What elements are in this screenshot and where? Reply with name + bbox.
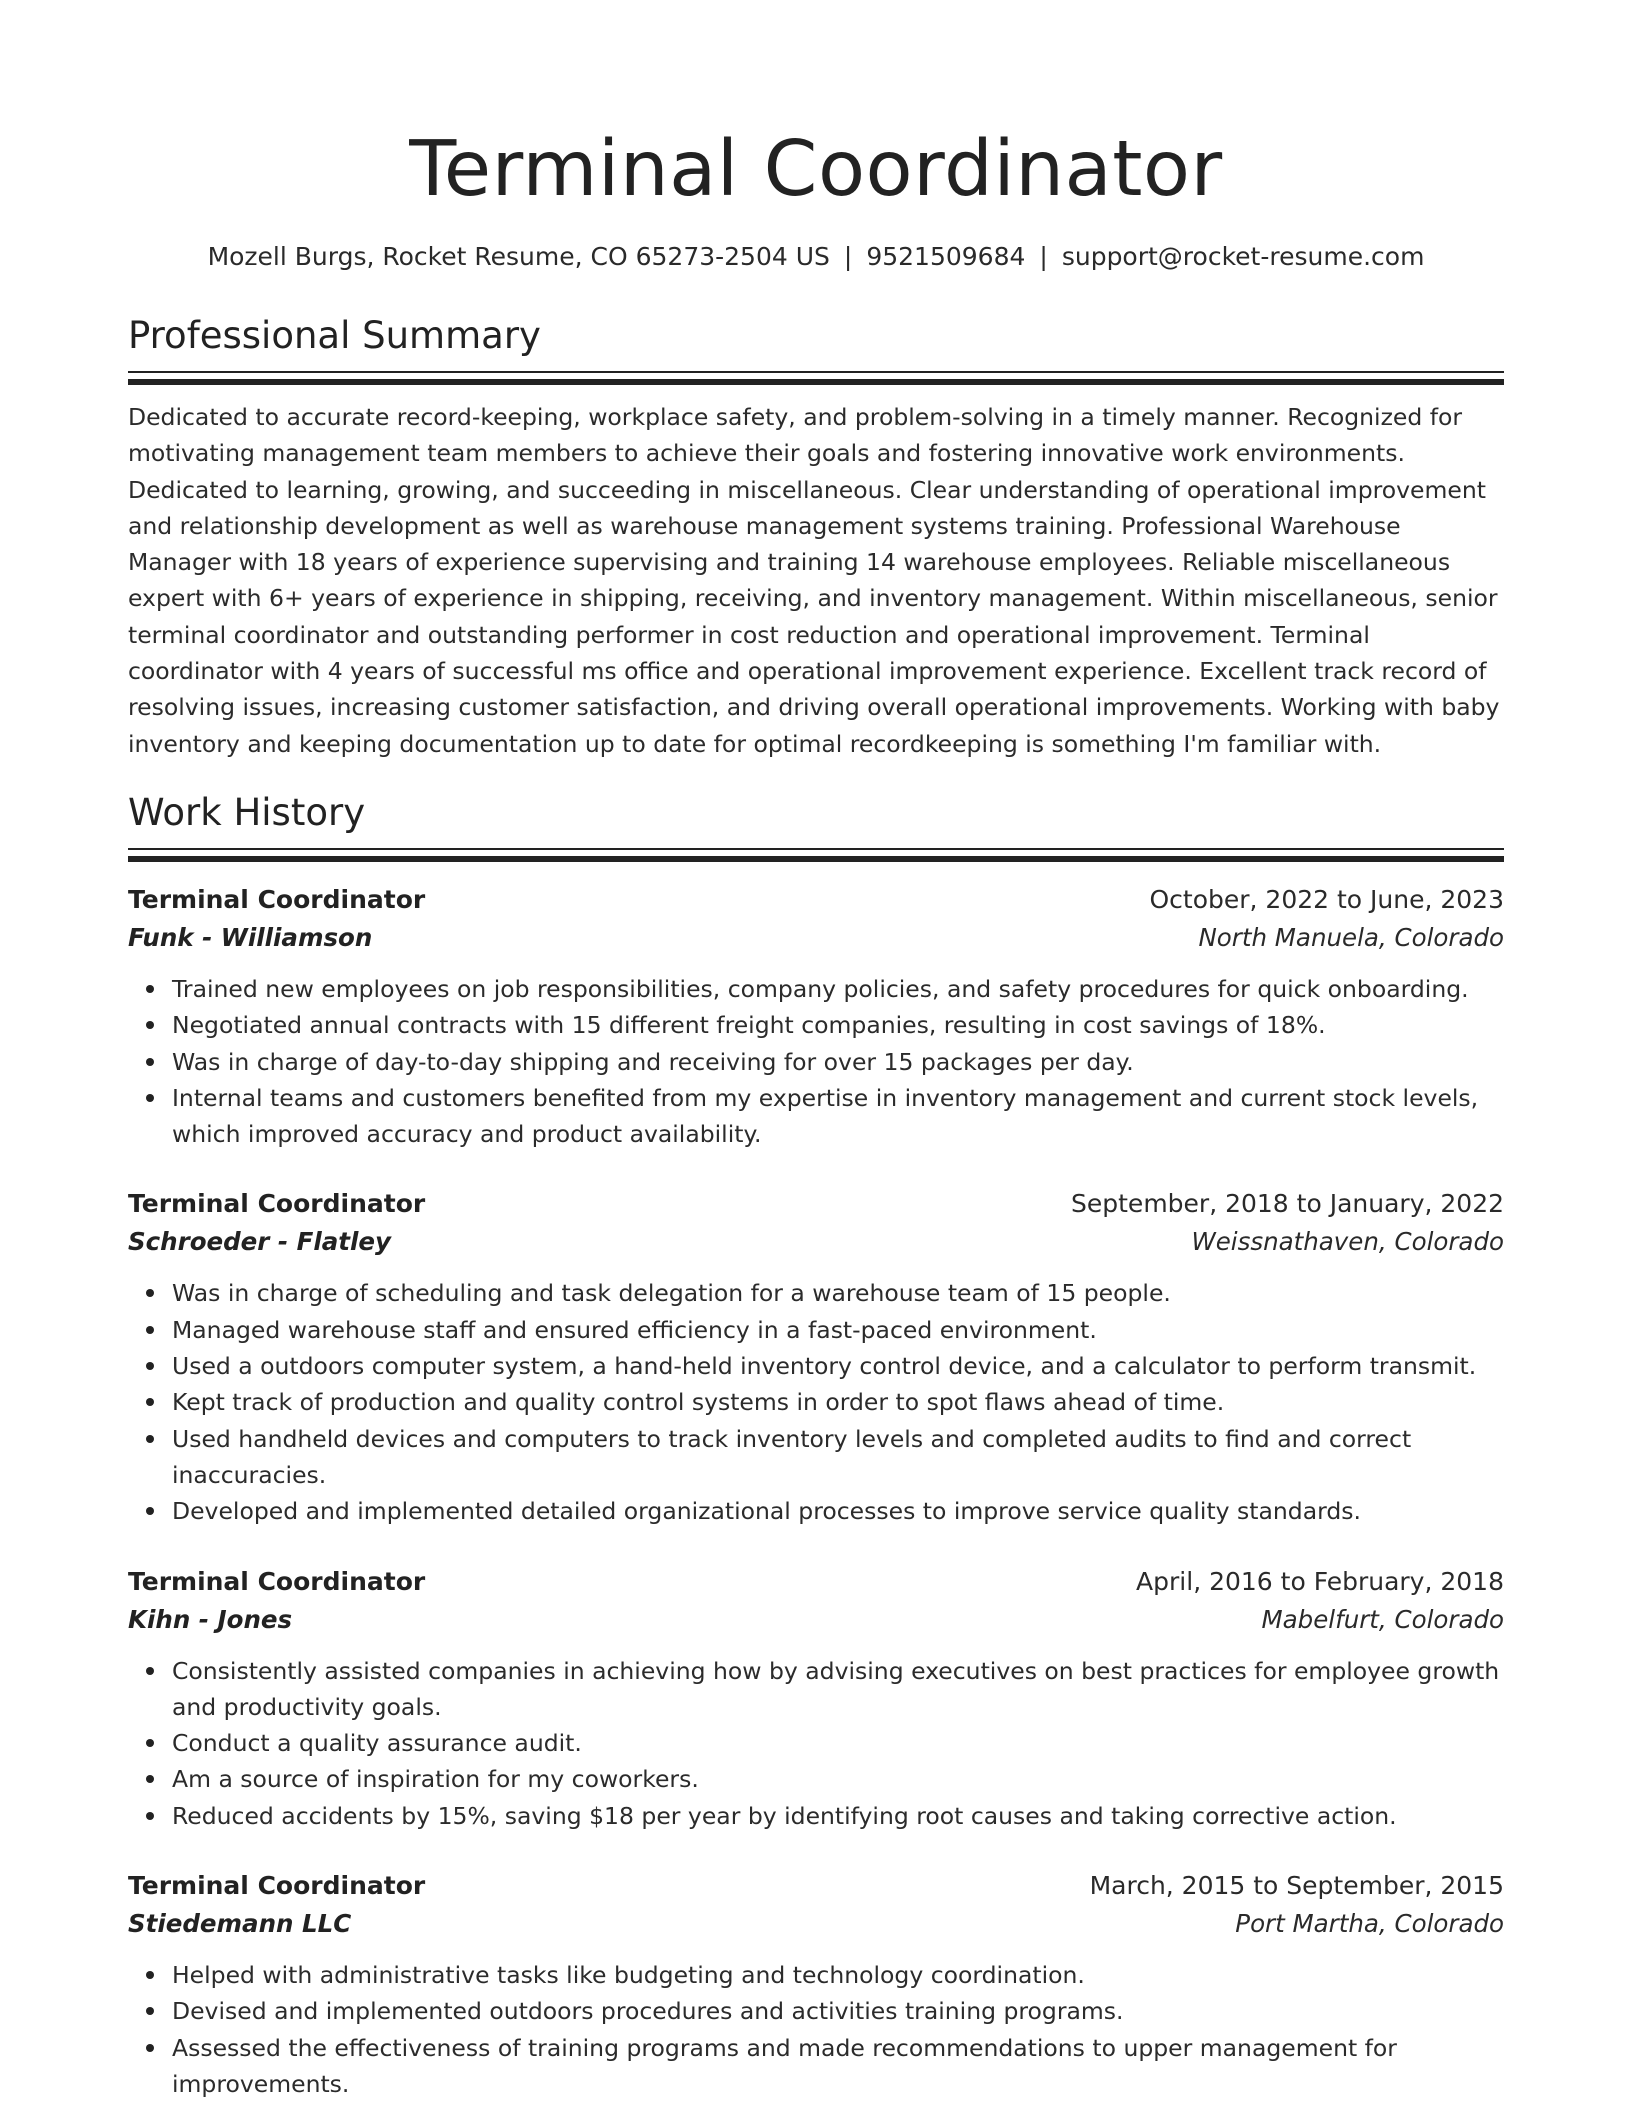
section-divider	[128, 379, 1504, 385]
job-bullet: Managed warehouse staff and ensured efficiency in a fast-paced environment.	[172, 1312, 1504, 1348]
job-bullet-list	[128, 971, 1504, 1152]
section-divider	[128, 856, 1504, 862]
job-bullet: Used a outdoors computer system, a hand-held inventory control device, and a calculator to perform transmit.	[172, 1348, 1504, 1384]
job-company-row	[128, 1905, 1504, 1943]
job-entry	[128, 881, 1504, 1152]
job-bullet-list	[128, 1653, 1504, 1834]
job-bullet: Am a source of inspiration for my coworkers.	[172, 1761, 1504, 1797]
job-bullet: Was in charge of day-to-day shipping and receiving for over 15 packages per day.	[172, 1044, 1504, 1080]
job-bullet: Used handheld devices and computers to track inventory levels and completed audits to find and correct inaccuracies.	[172, 1421, 1504, 1494]
job-title: Terminal Coordinator	[128, 1871, 426, 1901]
job-company-row	[128, 1223, 1504, 1261]
section-divider	[128, 848, 1504, 850]
job-title: Terminal Coordinator	[128, 1189, 426, 1219]
section-title-summary: Professional Summary	[128, 314, 541, 357]
contact-address: Mozell Burgs, Rocket Resume, CO 65273-2504 US	[207, 242, 830, 271]
job-bullet: Trained new employees on job responsibilities, company policies, and safety procedures for quick onboarding.	[172, 971, 1504, 1007]
job-company: Funk - Williamson	[128, 922, 373, 952]
contact-email[interactable]: support@rocket-resume.com	[1061, 242, 1425, 271]
resume-page	[128, 0, 1504, 2102]
job-location: Mabelfurt, Colorado	[1261, 1604, 1504, 1634]
contact-separator: |	[1039, 242, 1048, 271]
job-header-row	[128, 1867, 1504, 1905]
job-company: Kihn - Jones	[128, 1604, 293, 1634]
job-header-row	[128, 881, 1504, 919]
job-dates: September, 2018 to January, 2022	[1071, 1189, 1504, 1219]
job-title: Terminal Coordinator	[128, 1566, 426, 1596]
summary-text: Dedicated to accurate record-keeping, workplace safety, and problem-solving in a timely manner. Recognized for motivating management team members to achieve their goals and fostering innovative work environments. Dedicated to learning, growing, and succeeding in miscellaneous. Clear understanding of operational improvement and relationship development as well as warehouse management systems training. Professional Warehouse Manager with 18 years of experience supervising and training 14 warehouse employees. Reliable miscellaneous expert with 6+ years of experience in shipping, receiving, and inventory management. Within miscellaneous, senior terminal coordinator and outstanding performer in cost reduction and operational improvement. Terminal coordinator with 4 years of successful ms office and operational improvement experience. Excellent track record of resolving issues, increasing customer satisfaction, and driving overall operational improvements. Working with baby inventory and keeping documentation up to date for optimal recordkeeping is something I'm familiar with.	[128, 403, 1500, 758]
job-entry	[128, 1867, 1504, 2102]
job-entry	[128, 1563, 1504, 1834]
job-company-row	[128, 919, 1504, 957]
contact-phone[interactable]: 9521509684	[866, 242, 1026, 271]
job-location: Port Martha, Colorado	[1235, 1909, 1504, 1939]
job-title: Terminal Coordinator	[128, 884, 426, 914]
job-company: Schroeder - Flatley	[128, 1227, 391, 1257]
job-bullet: Assessed the effectiveness of training programs and made recommendations to upper management for improvements.	[172, 2030, 1504, 2103]
job-header-row	[128, 1185, 1504, 1223]
job-bullet: Devised and implemented outdoors procedures and activities training programs.	[172, 1993, 1504, 2029]
job-dates: October, 2022 to June, 2023	[1149, 884, 1504, 914]
resume-name: Terminal Coordinator	[409, 125, 1223, 214]
work-history-list	[128, 881, 1504, 2102]
job-bullet: Was in charge of scheduling and task delegation for a warehouse team of 15 people.	[172, 1275, 1504, 1311]
job-company-row	[128, 1601, 1504, 1639]
job-bullet: Kept track of production and quality control systems in order to spot flaws ahead of time.	[172, 1384, 1504, 1420]
job-bullet-list	[128, 1275, 1504, 1529]
section-divider	[128, 371, 1504, 373]
job-dates: April, 2016 to February, 2018	[1136, 1566, 1504, 1596]
job-dates: March, 2015 to September, 2015	[1089, 1871, 1504, 1901]
job-bullet: Developed and implemented detailed organizational processes to improve service quality standards.	[172, 1493, 1504, 1529]
job-bullet: Negotiated annual contracts with 15 different freight companies, resulting in cost savings of 18%.	[172, 1007, 1504, 1043]
job-entry	[128, 1185, 1504, 1529]
job-bullet-list	[128, 1957, 1504, 2102]
job-location: North Manuela, Colorado	[1198, 922, 1504, 952]
contact-separator: |	[843, 242, 853, 271]
job-bullet: Internal teams and customers benefited from my expertise in inventory management and current stock levels, which improved accuracy and product availability.	[172, 1080, 1504, 1153]
job-bullet: Consistently assisted companies in achieving how by advising executives on best practices for employee growth and productivity goals.	[172, 1653, 1504, 1726]
job-header-row	[128, 1563, 1504, 1601]
job-bullet: Helped with administrative tasks like budgeting and technology coordination.	[172, 1957, 1504, 1993]
section-title-work-history: Work History	[128, 790, 366, 834]
job-bullet: Conduct a quality assurance audit.	[172, 1725, 1504, 1761]
job-company: Stiedemann LLC	[128, 1909, 352, 1939]
job-location: Weissnathaven, Colorado	[1191, 1227, 1504, 1257]
contact-line	[128, 240, 1504, 274]
job-bullet: Reduced accidents by 15%, saving $18 per year by identifying root causes and taking corrective action.	[172, 1798, 1504, 1834]
